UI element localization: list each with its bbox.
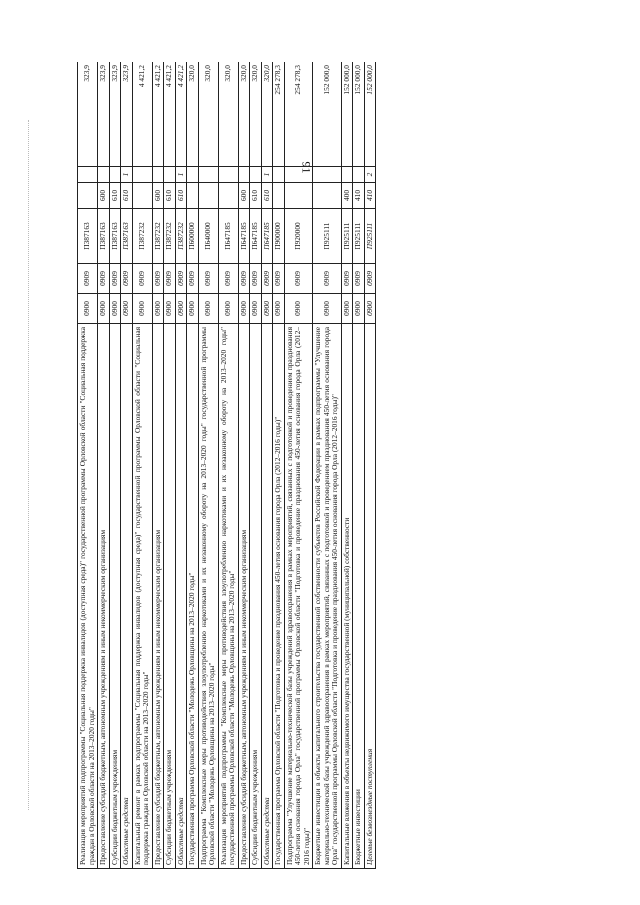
table-row: [98, 62, 110, 869]
cell-admin-code: 0900: [273, 294, 285, 324]
cell-name: Капитальные вложения в объекты недвижимого имущества государственной (муниципальной) собственности: [341, 324, 353, 869]
cell-admin-code: 0900: [132, 294, 152, 324]
table-row: [250, 62, 262, 869]
cell-amount: 4 421,2: [175, 62, 187, 167]
table-row: [187, 62, 199, 869]
cell-target-code: П920000: [284, 209, 313, 264]
cell-admin-code: 0900: [152, 294, 164, 324]
cell-admin-code: 0900: [98, 294, 110, 324]
cell-section-code: 0909: [250, 264, 262, 294]
cell-expense-type: [198, 183, 218, 209]
cell-admin-code: 0900: [238, 294, 250, 324]
cell-target-code: П640000: [198, 209, 218, 264]
cell-source: [250, 167, 262, 183]
cell-expense-type: 610: [121, 183, 133, 209]
scan-margin-line: [28, 120, 30, 810]
cell-target-code: П387163: [98, 209, 110, 264]
cell-amount: 4 421,2: [132, 62, 152, 167]
cell-amount: 152 000,0: [353, 62, 365, 167]
cell-section-code: 0909: [121, 264, 133, 294]
cell-admin-code: 0900: [341, 294, 353, 324]
table-row: [341, 62, 353, 869]
cell-admin-code: 0900: [218, 294, 238, 324]
cell-section-code: 0909: [198, 264, 218, 294]
cell-source: [109, 167, 121, 183]
table-row: [109, 62, 121, 869]
cell-admin-code: 0900: [175, 294, 187, 324]
table-row: [175, 62, 187, 869]
cell-admin-code: 0900: [121, 294, 133, 324]
table-row: [273, 62, 285, 869]
cell-target-code: П925111: [364, 209, 376, 264]
cell-source: [273, 167, 285, 183]
cell-amount: 4 421,2: [152, 62, 164, 167]
cell-source: 1: [121, 167, 133, 183]
cell-section-code: 0909: [261, 264, 273, 294]
budget-table-wrapper: [77, 62, 588, 869]
cell-admin-code: 0900: [164, 294, 176, 324]
cell-section-code: 0909: [187, 264, 199, 294]
cell-name: Предоставление субсидий бюджетным, автономным учреждениям и иным некоммерческим организациям: [238, 324, 250, 869]
cell-section-code: 0909: [164, 264, 176, 294]
cell-admin-code: 0900: [364, 294, 376, 324]
cell-admin-code: 0900: [313, 294, 342, 324]
cell-target-code: П647185: [218, 209, 238, 264]
table-row: [353, 62, 365, 869]
cell-section-code: 0909: [109, 264, 121, 294]
cell-source: 1: [175, 167, 187, 183]
cell-target-code: П925111: [313, 209, 342, 264]
cell-amount: 323,9: [121, 62, 133, 167]
cell-amount: 254 278,3: [273, 62, 285, 167]
cell-target-code: П647185: [250, 209, 262, 264]
cell-section-code: 0909: [152, 264, 164, 294]
cell-expense-type: 610: [250, 183, 262, 209]
cell-amount: 4 421,2: [164, 62, 176, 167]
cell-source: [238, 167, 250, 183]
cell-section-code: 0909: [238, 264, 250, 294]
cell-name: Субсидии бюджетным учреждениям: [164, 324, 176, 869]
table-row: [238, 62, 250, 869]
cell-admin-code: 0900: [261, 294, 273, 324]
cell-expense-type: [78, 183, 98, 209]
cell-section-code: 0909: [78, 264, 98, 294]
cell-expense-type: [313, 183, 342, 209]
cell-admin-code: 0900: [250, 294, 262, 324]
cell-target-code: П387232: [175, 209, 187, 264]
cell-expense-type: 400: [341, 183, 353, 209]
cell-source: 1: [261, 167, 273, 183]
cell-name: Предоставление субсидий бюджетным, автономным учреждениям и иным некоммерческим организациям: [152, 324, 164, 869]
cell-name: Областные средства: [121, 324, 133, 869]
cell-admin-code: 0900: [353, 294, 365, 324]
cell-name: Подпрограмма "Комплексные меры противодействия злоупотреблению наркотиками и их незаконному обороту на 2013–2020 годы" государственной программы Орловской области "Молодежь Орловщины на 2013–2020 годы": [198, 324, 218, 869]
cell-target-code: П647185: [261, 209, 273, 264]
cell-target-code: П387232: [164, 209, 176, 264]
cell-name: Государственная программа Орловской области "Молодежь Орловщины на 2013–2020 годы": [187, 324, 199, 869]
cell-expense-type: 610: [261, 183, 273, 209]
cell-section-code: 0909: [284, 264, 313, 294]
cell-amount: 323,9: [78, 62, 98, 167]
cell-name: Бюджетные инвестиции: [353, 324, 365, 869]
table-row: [313, 62, 342, 869]
cell-section-code: 0909: [364, 264, 376, 294]
cell-admin-code: 0900: [284, 294, 313, 324]
cell-source: 2: [364, 167, 376, 183]
cell-target-code: П900000: [273, 209, 285, 264]
table-row: [218, 62, 238, 869]
cell-source: [187, 167, 199, 183]
cell-section-code: 0909: [341, 264, 353, 294]
cell-target-code: П387163: [109, 209, 121, 264]
table-row: [364, 62, 376, 869]
cell-section-code: 0909: [218, 264, 238, 294]
cell-name: Предоставление субсидий бюджетным, автономным учреждениям и иным некоммерческим организациям: [98, 324, 110, 869]
cell-amount: 320,0: [250, 62, 262, 167]
cell-admin-code: 0900: [198, 294, 218, 324]
page-number: 91: [299, 161, 314, 174]
cell-expense-type: 600: [238, 183, 250, 209]
budget-table-body: [78, 62, 376, 869]
cell-expense-type: [132, 183, 152, 209]
table-row: [164, 62, 176, 869]
cell-source: [218, 167, 238, 183]
cell-source: [132, 167, 152, 183]
cell-expense-type: [273, 183, 285, 209]
cell-name: Государственная программа Орловской области "Подготовка и проведение празднования 450-летия основания города Орла (2012–2016 годы)": [273, 324, 285, 869]
cell-expense-type: [218, 183, 238, 209]
cell-expense-type: [284, 183, 313, 209]
cell-target-code: П387163: [78, 209, 98, 264]
cell-name: Подпрограмма "Улучшение материально-технической базы учреждений здравоохранения в рамках мероприятий, связанных с подготовкой и проведением празднования 450-летия основания города Орла" государственной программы Орловской области "Подготовка и проведение празднования 450-летия основания города Орла (2012–2016 годы)": [284, 324, 313, 869]
table-row: [284, 62, 313, 869]
cell-name: Бюджетные инвестиции в объекты капитального строительства государственной собственности субъектов Российской Федерации в рамках подпрограммы "Улучшение материально-технической базы учреждений здравоохранения в рамках мероприятий, связанных с подготовкой и проведением празднования 450-летия основания города Орла" государственной программы Орловской области "Подготовка и проведение празднования 450-летия основания города Орла (2012–2016 годы)": [313, 324, 342, 869]
cell-expense-type: 610: [109, 183, 121, 209]
table-row: [132, 62, 152, 869]
budget-table-rotated: [77, 62, 588, 869]
table-row: [261, 62, 273, 869]
cell-section-code: 0909: [313, 264, 342, 294]
cell-admin-code: 0900: [78, 294, 98, 324]
cell-section-code: 0909: [132, 264, 152, 294]
table-row: [152, 62, 164, 869]
cell-source: [98, 167, 110, 183]
cell-target-code: П600000: [187, 209, 199, 264]
cell-amount: 323,9: [98, 62, 110, 167]
cell-source: [152, 167, 164, 183]
cell-section-code: 0909: [98, 264, 110, 294]
cell-section-code: 0909: [175, 264, 187, 294]
cell-name: Субсидии бюджетным учреждениям: [109, 324, 121, 869]
cell-target-code: П925111: [353, 209, 365, 264]
cell-admin-code: 0900: [109, 294, 121, 324]
cell-name: Реализация мероприятий подпрограммы "Комплексные меры противодействия злоупотреблению наркотиками и их незаконному обороту на 2013–2020 годы" государственной программы Орловской области "Молодежь Орловщины на 2013–2020 годы": [218, 324, 238, 869]
cell-source: [341, 167, 353, 183]
cell-amount: 152 000,0: [313, 62, 342, 167]
cell-source: [198, 167, 218, 183]
cell-amount: 320,0: [187, 62, 199, 167]
table-row: [78, 62, 98, 869]
cell-expense-type: 600: [98, 183, 110, 209]
cell-expense-type: 610: [175, 183, 187, 209]
cell-target-code: П387232: [132, 209, 152, 264]
cell-amount: 152 000,0: [341, 62, 353, 167]
cell-amount: 152 000,0: [364, 62, 376, 167]
cell-source: [78, 167, 98, 183]
cell-expense-type: 410: [353, 183, 365, 209]
cell-target-code: П387232: [152, 209, 164, 264]
cell-name: Субсидии бюджетным учреждениям: [250, 324, 262, 869]
cell-amount: 323,9: [109, 62, 121, 167]
cell-name: Областные средства: [261, 324, 273, 869]
cell-expense-type: 610: [164, 183, 176, 209]
cell-amount: 320,0: [238, 62, 250, 167]
cell-amount: 320,0: [198, 62, 218, 167]
cell-target-code: П647185: [238, 209, 250, 264]
cell-source: [164, 167, 176, 183]
cell-name: Областные средства: [175, 324, 187, 869]
cell-amount: 320,0: [218, 62, 238, 167]
cell-name: Целевые безвозмездные поступления: [364, 324, 376, 869]
cell-expense-type: 600: [152, 183, 164, 209]
cell-expense-type: [187, 183, 199, 209]
cell-section-code: 0909: [353, 264, 365, 294]
budget-table: [77, 62, 376, 869]
cell-source: [313, 167, 342, 183]
cell-amount: 254 278,3: [284, 62, 313, 167]
cell-source: [284, 167, 313, 183]
table-row: [121, 62, 133, 869]
table-row: [198, 62, 218, 869]
cell-section-code: 0909: [273, 264, 285, 294]
cell-name: Реализация мероприятий подпрограммы "Социальная поддержка инвалидов (доступная среда)" государственной программы Орловской области "Социальная поддержка граждан в Орловской области на 2013–2020 годы": [78, 324, 98, 869]
cell-source: [353, 167, 365, 183]
cell-target-code: П925111: [341, 209, 353, 264]
cell-target-code: П387163: [121, 209, 133, 264]
cell-admin-code: 0900: [187, 294, 199, 324]
cell-name: Капитальный ремонт в рамках подпрограммы "Социальная поддержка инвалидов (доступная среда)" государственной программы Орловской области "Социальная поддержка граждан в Орловской области на 2013–2020 годы": [132, 324, 152, 869]
cell-amount: 320,0: [261, 62, 273, 167]
cell-expense-type: 410: [364, 183, 376, 209]
